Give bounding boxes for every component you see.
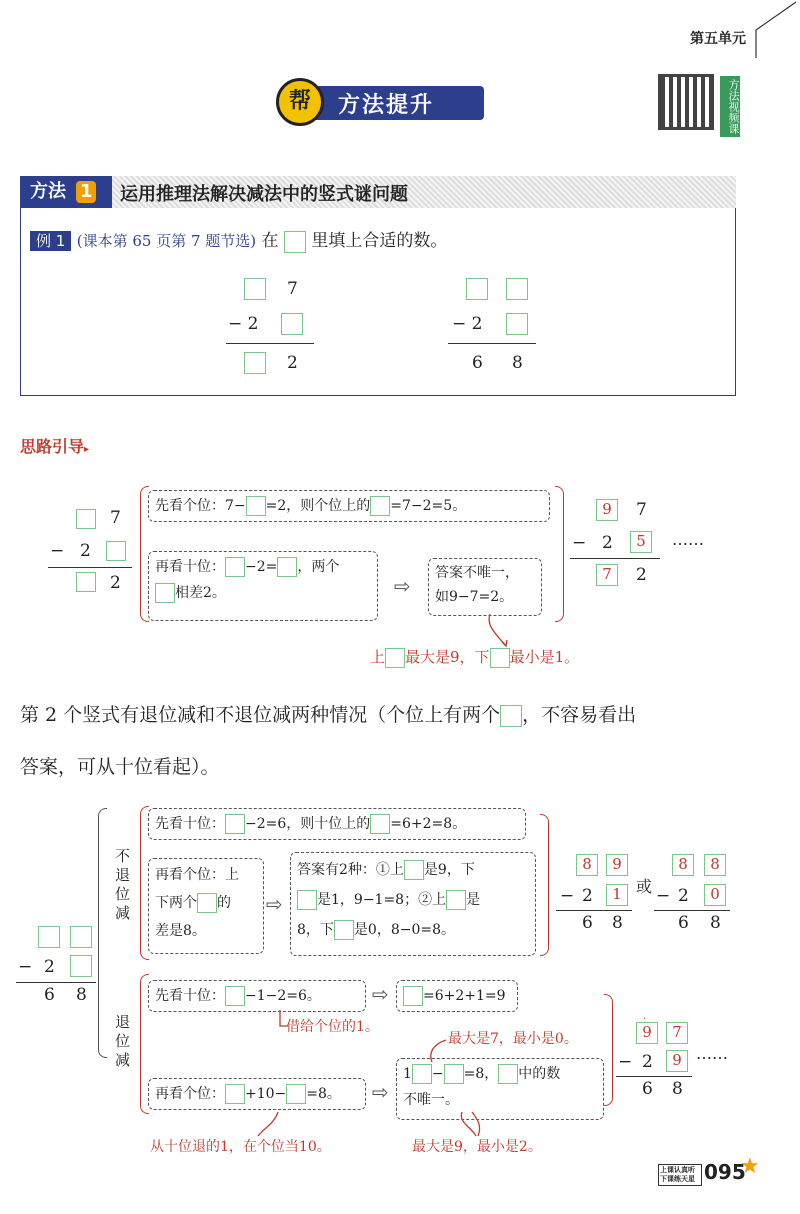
- s1-res-top-tens: 9: [596, 499, 618, 521]
- nb2-t2: 2: [678, 886, 689, 906]
- b-step1-result-box: [396, 980, 518, 1012]
- nb1-t2: 2: [582, 886, 593, 906]
- nb1-t1: 8: [576, 854, 598, 876]
- s1-res-minus: −: [572, 533, 587, 553]
- arrow-right-icon: ⇨: [394, 574, 411, 598]
- p1-line: [226, 343, 314, 344]
- blank-box: [225, 814, 245, 834]
- p2-minus: − 2: [452, 314, 483, 334]
- b-ans-c: =8，: [463, 1066, 499, 1082]
- s1-step1-a: 先看个位：7−: [155, 498, 246, 514]
- s1-step2-a: 再看十位：: [155, 559, 225, 575]
- nb-step2-box: [148, 858, 264, 954]
- s1-ans-a: 答案不唯一，: [435, 565, 519, 581]
- nb-step2-c: 的: [217, 895, 231, 911]
- s1-step1-box: [148, 490, 550, 522]
- br-u3: 8: [672, 1079, 683, 1099]
- s1-res-sub-units: 5: [630, 531, 652, 553]
- br-t1: 9: [636, 1022, 658, 1044]
- blank-box: [403, 986, 423, 1006]
- b-answer-box: [396, 1058, 604, 1120]
- blank-box: [246, 496, 266, 516]
- banner-icon: 帮: [276, 78, 324, 126]
- p1-res-units: 2: [287, 353, 298, 373]
- s1-step1-b: =2，则个位上的: [265, 498, 371, 514]
- p2-res-units: 8: [512, 353, 523, 373]
- b-step2-b: +10−: [245, 1086, 287, 1102]
- qr-label: 方法视频课: [720, 76, 740, 137]
- blank-box: [500, 705, 522, 727]
- nb2-u2: 0: [704, 884, 726, 906]
- s1-minus: −: [50, 541, 65, 561]
- blank-box: [385, 648, 405, 668]
- blank-box: [444, 1064, 464, 1084]
- para-line1: [20, 700, 636, 727]
- blank-box: [446, 890, 466, 910]
- s1-note: [370, 646, 579, 668]
- br-line: [616, 1076, 692, 1077]
- blank-box: [225, 1084, 245, 1104]
- p2-top-units-box[interactable]: [506, 278, 528, 300]
- b-step2-c: =8。: [306, 1086, 341, 1102]
- banner: [276, 78, 486, 128]
- blank-box: [297, 890, 317, 910]
- br-u2: 9: [666, 1050, 688, 1072]
- br-minus: −: [618, 1052, 633, 1072]
- b-ans-d: 中的数: [518, 1066, 561, 1082]
- p1-top-tens-box[interactable]: [244, 278, 266, 300]
- method-title: 运用推理法解决减法中的竖式谜问题: [120, 184, 408, 205]
- s2-outer-brace: [98, 808, 107, 1058]
- arrow-right-icon: ⇨: [266, 892, 283, 916]
- no-borrow-label: 不退位减: [113, 848, 131, 924]
- star-icon: ★: [740, 1154, 760, 1179]
- nb-step1-box: [148, 808, 526, 840]
- s1-sub-units-box: [106, 541, 126, 561]
- br-t3: 6: [642, 1079, 653, 1099]
- example-instr-a: 在: [261, 231, 279, 251]
- nb-ans-e: 8，下: [297, 922, 334, 938]
- nb1-u2: 1: [606, 884, 628, 906]
- nb-ans-d: 是: [466, 892, 481, 908]
- nb-step1-b: −2=6，则十位上的: [245, 816, 371, 832]
- arrow-right-icon: ⇨: [372, 1080, 389, 1104]
- blank-box: [334, 920, 354, 940]
- blank-box: [225, 557, 245, 577]
- s2-minus: −: [18, 957, 33, 977]
- b-ans-b: −: [431, 1066, 444, 1082]
- s1-res-res-tens: 7: [596, 564, 618, 586]
- b-step1-res: =6+2+1=9: [423, 988, 506, 1004]
- s1-step2-b: −2=: [245, 559, 278, 575]
- or-label: 或: [636, 877, 653, 896]
- s2-top-units-box: [70, 926, 92, 948]
- s1-step1-c: =7−2=5。: [390, 498, 467, 514]
- blank-box: [155, 583, 175, 603]
- blank-box: [498, 1064, 518, 1084]
- nb2-u1: 8: [704, 854, 726, 876]
- nb-brace-right: [540, 814, 549, 956]
- p2-sub-units-box[interactable]: [506, 313, 528, 335]
- s1-sub-tens: 2: [80, 541, 91, 561]
- nb1-t3: 6: [582, 913, 593, 933]
- b-note1: 借给个位的1。: [286, 1019, 379, 1035]
- footer-slogan1: 上课认真听: [660, 1166, 695, 1174]
- s1-res-sub-tens: 2: [602, 533, 613, 553]
- s2-res-units: 8: [76, 985, 87, 1005]
- s2-sub-tens: 2: [44, 957, 55, 977]
- s1-answer-box: [428, 558, 542, 616]
- nb1-line: [556, 910, 632, 911]
- s1-res-tens-box: [76, 572, 96, 592]
- nb-ans-f: 是0，8−0=8。: [353, 922, 456, 938]
- b-step1-a: 先看十位：: [155, 988, 225, 1004]
- footer-slogan2: 下课练天星: [660, 1175, 695, 1183]
- s2-res-tens: 6: [44, 985, 55, 1005]
- blank-box: [277, 557, 297, 577]
- s1-top-units: 7: [110, 508, 121, 528]
- p1-sub-units-box[interactable]: [281, 313, 303, 335]
- nb-step2-a: 再看个位：上: [155, 867, 239, 883]
- nb-answer-box: [290, 852, 536, 956]
- method-number: 1: [76, 181, 96, 203]
- s1-top-tens-box: [76, 509, 96, 529]
- nb-step2-b: 下两个: [155, 895, 197, 911]
- s1-note-a: 上: [370, 648, 386, 666]
- s2-line: [16, 982, 96, 983]
- nb1-minus: −: [560, 886, 575, 906]
- para-line1-a: 第 2 个竖式有退位减和不退位减两种情况（个位上有两个: [20, 704, 501, 726]
- nb2-minus: −: [656, 886, 671, 906]
- s1-res-units: 2: [110, 573, 121, 593]
- blank-box: [225, 986, 245, 1006]
- br-dots: ……: [696, 1044, 728, 1063]
- para-line1-b: ，不容易看出: [522, 704, 637, 726]
- br-u1: 7: [666, 1022, 688, 1044]
- s1-step2-d: 相差2。: [175, 585, 226, 601]
- page-number: 095: [704, 1160, 746, 1184]
- example-tag: 例 1: [30, 231, 71, 251]
- example-line: [30, 226, 447, 253]
- p1-top-units: 7: [287, 279, 298, 299]
- borrow-label: 退位减: [113, 1014, 131, 1071]
- nb-step1-c: =6+2=8。: [390, 816, 467, 832]
- s1-res-top-units: 7: [636, 500, 647, 520]
- p2-line: [448, 343, 536, 344]
- example-instr-b: 里填上合适的数。: [311, 231, 448, 251]
- guide-label: [20, 434, 89, 457]
- s1-step2-c: ，两个: [297, 559, 340, 575]
- blank-box: [370, 814, 390, 834]
- nb-ans-c: 是1，9−1=8；②上: [317, 892, 447, 908]
- nb-ans-b: 是9，下: [423, 862, 475, 878]
- s1-res-line: [570, 558, 660, 559]
- s1-step2-box: [148, 551, 378, 621]
- example-source: (课本第 65 页第 7 题节选): [76, 232, 257, 250]
- arrow-right-icon: ⇨: [372, 982, 389, 1006]
- method-tag: [20, 176, 112, 208]
- blank-box: [404, 860, 424, 880]
- b-note3: 最大是9，最小是2。: [412, 1139, 542, 1155]
- nb2-line: [654, 910, 730, 911]
- b-ans-e: 不唯一。: [403, 1092, 459, 1108]
- b-step1-box: [148, 980, 366, 1012]
- br-borrow-dot: ·: [643, 1014, 647, 1025]
- nb1-u1: 9: [606, 854, 628, 876]
- blank-box: [286, 1084, 306, 1104]
- corner-line: [752, 0, 800, 60]
- nb2-t1: 8: [672, 854, 694, 876]
- nb-step1-a: 先看十位：: [155, 816, 225, 832]
- b-brace-right: [604, 994, 613, 1106]
- blank-box: [284, 231, 306, 253]
- blank-box: [412, 1064, 432, 1084]
- s1-res-res-units: 2: [636, 565, 647, 585]
- nb-ans-a: 答案有2种：①上: [297, 862, 404, 878]
- nb2-t3: 6: [678, 913, 689, 933]
- guide-text: 思路引导: [20, 437, 85, 456]
- method-box: [20, 176, 736, 396]
- p2-top-tens-box[interactable]: [466, 278, 488, 300]
- banner-title: 方法提升: [338, 93, 435, 118]
- s1-ans-b: 如9−7=2。: [435, 589, 514, 605]
- qr-code[interactable]: [658, 74, 714, 130]
- b-step2-box: [148, 1078, 366, 1110]
- p1-minus: − 2: [228, 314, 259, 334]
- b-step2-a: 再看个位：: [155, 1086, 225, 1102]
- p1-res-tens-box[interactable]: [244, 352, 266, 374]
- nb2-u3: 8: [710, 913, 721, 933]
- br-t2: 2: [642, 1052, 653, 1072]
- blank-box: [197, 893, 217, 913]
- s2-top-tens-box: [38, 926, 60, 948]
- b-note2: 最大是7，最小是0。: [448, 1031, 578, 1047]
- b-note4: 从十位退的1，在个位当10。: [150, 1139, 331, 1155]
- method-prefix: 方法: [30, 181, 66, 202]
- s2-sub-units-box: [70, 955, 92, 977]
- nb-step2-d: 差是8。: [155, 923, 206, 939]
- s1-note-c: 最小是1。: [509, 648, 580, 666]
- s1-line: [48, 567, 132, 568]
- p2-res-tens: 6: [472, 353, 483, 373]
- unit-label: 第五单元: [690, 31, 746, 47]
- b-step1-b: −1−2=6。: [245, 988, 321, 1004]
- blank-box: [370, 496, 390, 516]
- s1-note-b: 最大是9，下: [405, 648, 490, 666]
- b-ans-a: 1: [403, 1066, 412, 1082]
- s1-brace-right: [555, 486, 564, 622]
- footer-slogan: [658, 1164, 702, 1186]
- guide-arrow-icon: ▸: [84, 444, 90, 455]
- nb1-u3: 8: [612, 913, 623, 933]
- s1-dots: ……: [672, 530, 704, 549]
- para-line2: 答案，可从十位看起）。: [20, 756, 220, 778]
- blank-box: [490, 648, 510, 668]
